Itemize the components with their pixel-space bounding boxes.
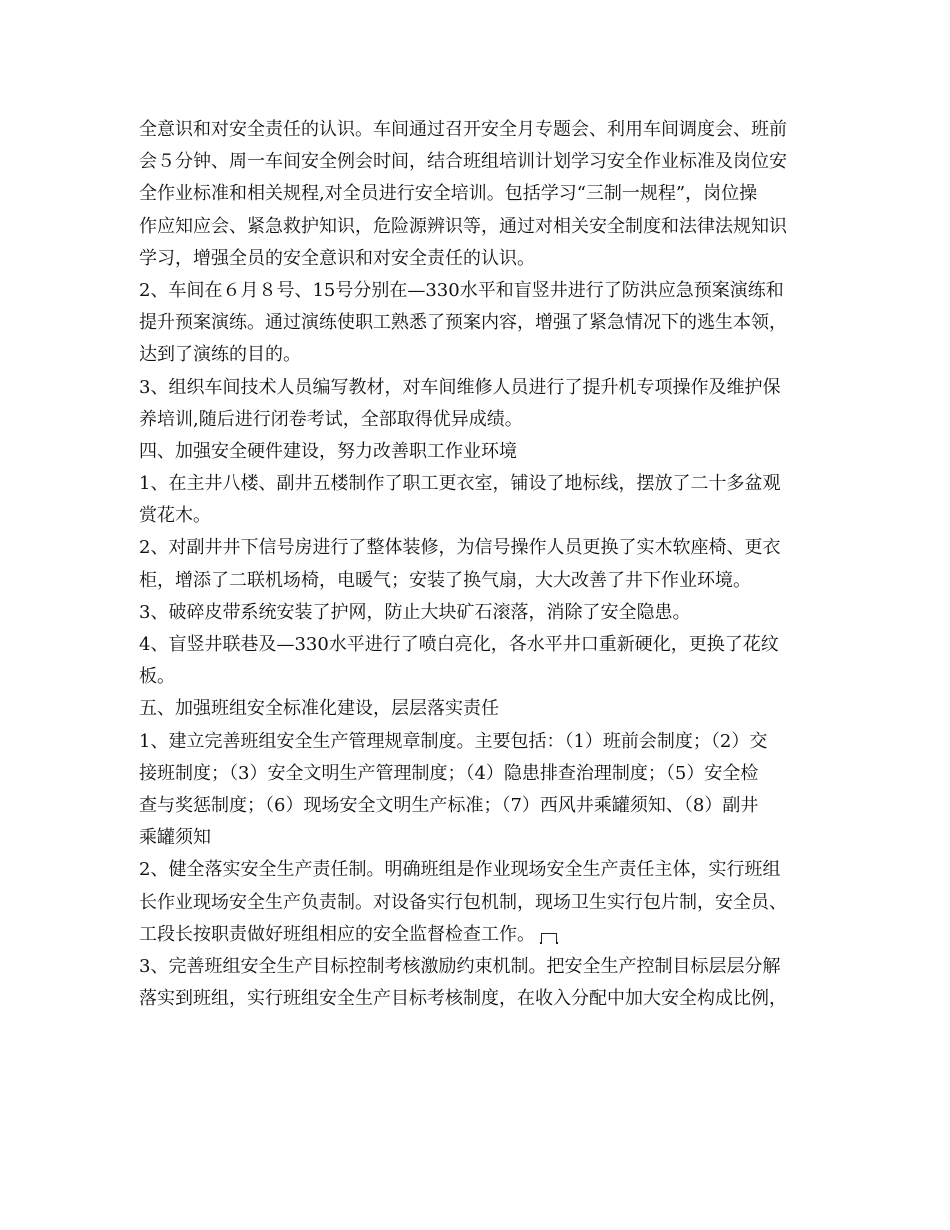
text-line-with-mark — [139, 919, 814, 951]
text-segment: 工段长按职责做好班组相应的安全监督检查工作。 — [139, 923, 535, 945]
text-line: 落实到班组，实行班组安全生产目标考核制度，在收入分配中加大安全构成比例， — [139, 988, 787, 1010]
text-line: 2、车间在６月８号、15号分别在—330水平和盲竖井进行了防洪应急预案演练和 — [139, 279, 784, 301]
text-line: 1、建立完善班组安全生产管理规章制度。主要包括：（1）班前会制度；（2）交 — [139, 730, 768, 752]
section-heading: 五、加强班组安全标准化建设，层层落实责任 — [139, 698, 499, 720]
section-heading: 四、加强安全硬件建设，努力改善职工作业环境 — [139, 440, 517, 462]
section-heading-5 — [139, 693, 814, 725]
text-line: 4、盲竖井联巷及—330水平进行了喷白亮化，各水平井口重新硬化，更换了花纹 — [139, 634, 779, 655]
text-line: 1、在主井八楼、副井五楼制作了职工更衣室，铺设了地标线，摆放了二十多盆观 — [139, 473, 781, 495]
text-line: 接班制度；（3）安全文明生产管理制度；（4）隐患排查治理制度；（5）安全检 — [139, 762, 759, 784]
text-line: 柜，增添了二联机场椅，电暖气；安装了换气扇，大大改善了井下作业环境。 — [139, 569, 751, 591]
text-line: 会５分钟、周一车间安全例会时间，结合班组培训计划学习安全作业标准及岗位安 — [139, 151, 787, 173]
text-line: 板。 — [139, 666, 175, 688]
text-line: 长作业现场安全生产负责制。对设备实行包机制，现场卫生实行包片制，安全员、 — [139, 891, 787, 913]
paragraph-technical-training — [139, 372, 814, 436]
text-line: 提升预案演练。通过演练使职工熟悉了预案内容，增强了紧急情况下的逃生本领， — [139, 312, 787, 334]
text-line: 学习，增强全员的安全意识和对安全责任的认识。 — [139, 247, 535, 269]
paragraph-whitewash — [139, 629, 814, 693]
paragraph-regulations — [139, 726, 814, 855]
paragraph-drill — [139, 275, 814, 372]
paragraph-belt-guard — [139, 597, 814, 629]
text-line: 2、健全落实安全生产责任制。明确班组是作业现场安全生产责任主体，实行班组 — [139, 859, 781, 881]
paragraph-locker-room — [139, 468, 814, 532]
text-line: 赏花木。 — [139, 505, 211, 527]
text-line: 全意识和对安全责任的认识。车间通过召开安全月专题会、利用车间调度会、班前 — [139, 119, 787, 140]
text-line: 查与奖惩制度；（6）现场安全文明生产标准；（7）西风井乘罐须知、（8）副井 — [139, 794, 759, 816]
text-line: 全作业标准和相关规程,对全员进行安全培训。包括学习“三制一规程”，岗位操 — [139, 183, 758, 205]
text-line: 乘罐须知 — [139, 827, 211, 849]
section-heading-4 — [139, 436, 814, 468]
paragraph-assessment — [139, 951, 814, 1015]
text-line: 3、破碎皮带系统安装了护网，防止大块矿石滚落，消除了安全隐患。 — [139, 601, 691, 623]
paragraph-safety-training — [139, 114, 814, 275]
text-line: 3、完善班组安全生产目标控制考核激励约束机制。把安全生产控制目标层层分解 — [139, 955, 781, 977]
bracket-mark-icon — [541, 933, 557, 942]
paragraph-signal-room — [139, 532, 814, 596]
document-body — [139, 114, 814, 1015]
text-line: 作应知应会、紧急救护知识，危险源辨识等，通过对相关安全制度和法律法规知识 — [139, 215, 787, 237]
text-line: 达到了演练的目的。 — [139, 344, 301, 366]
text-line: 养培训,随后进行闭卷考试，全部取得优异成绩。 — [139, 408, 523, 430]
text-line: 3、组织车间技术人员编写教材，对车间维修人员进行了提升机专项操作及维护保 — [139, 376, 781, 398]
text-line: 2、对副井井下信号房进行了整体装修，为信号操作人员更换了实木软座椅、更衣 — [139, 537, 781, 559]
paragraph-responsibility — [139, 854, 814, 951]
